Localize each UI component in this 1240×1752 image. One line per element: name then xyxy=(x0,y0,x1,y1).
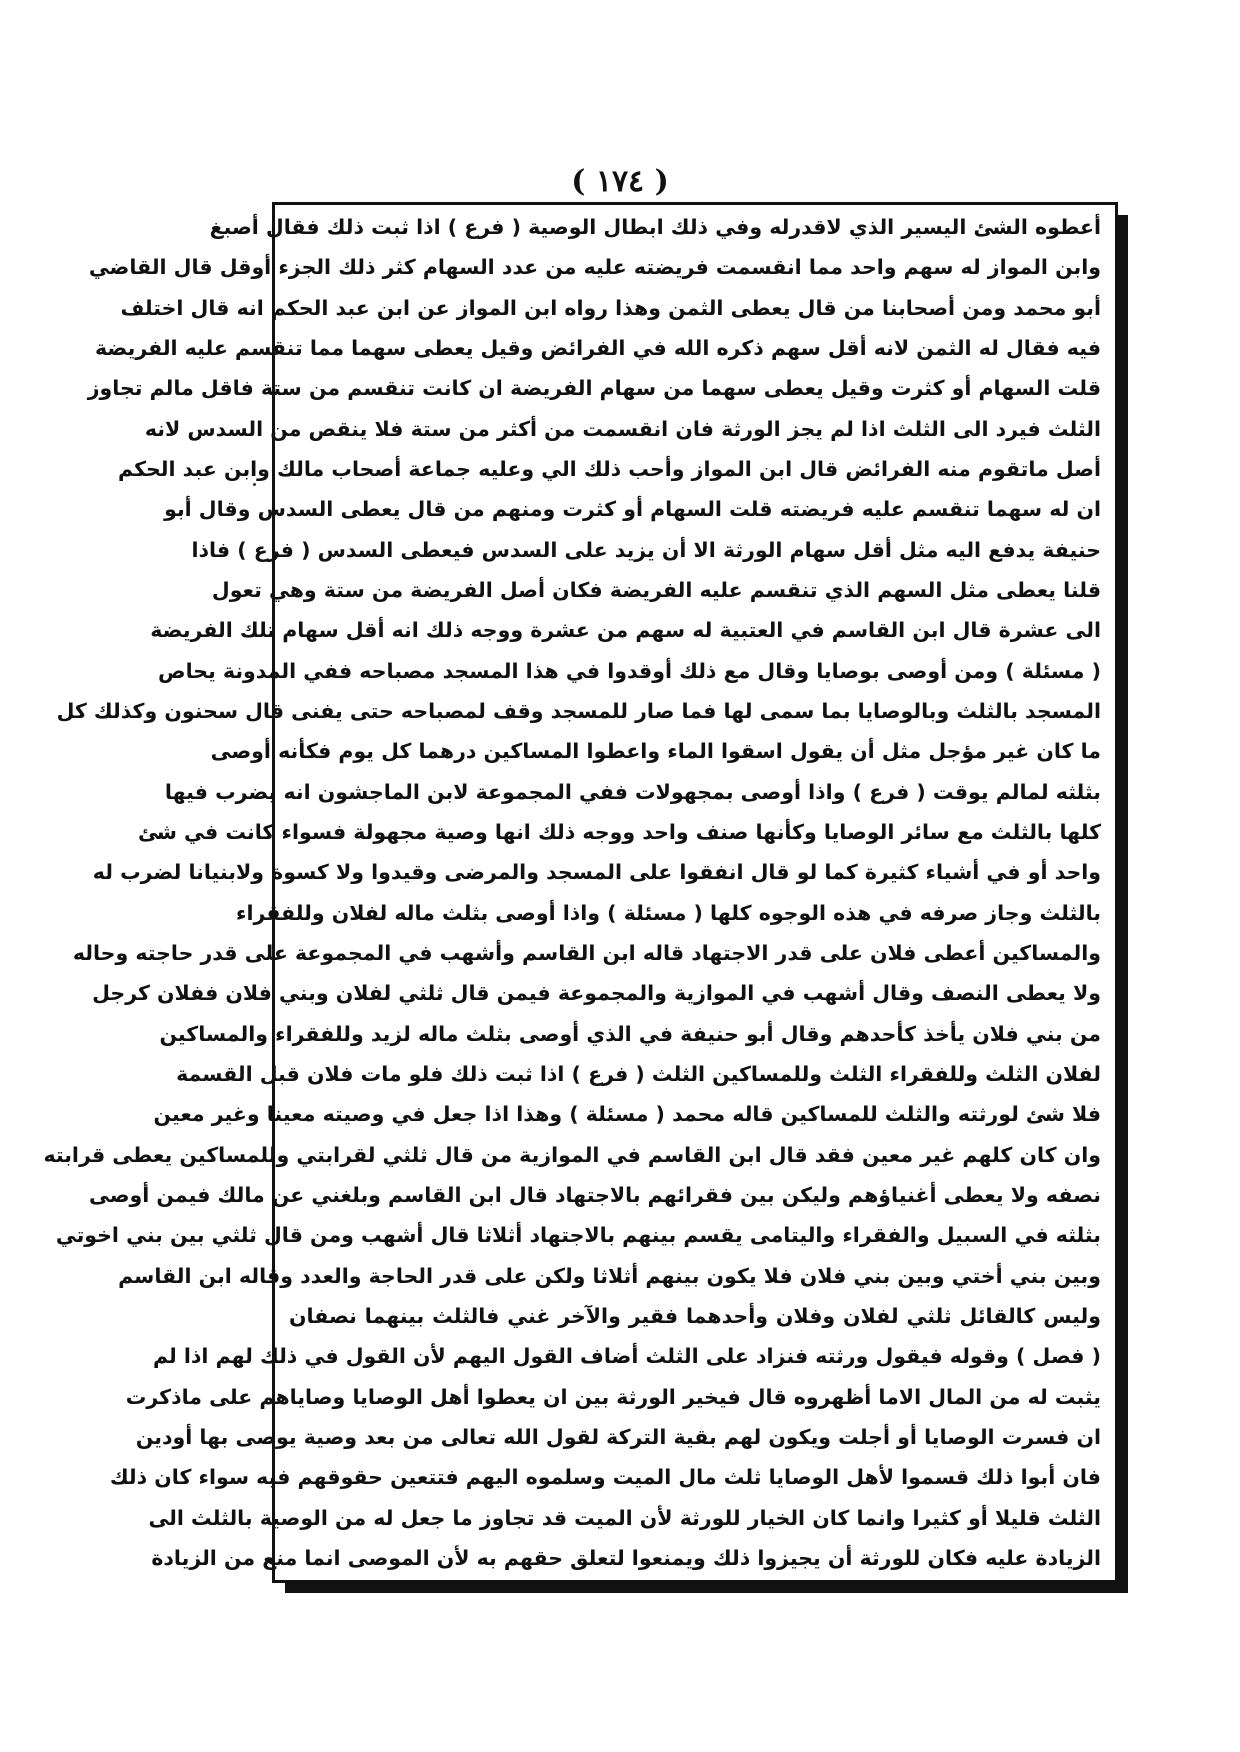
text-line: بثلثه لمالم يوقت ( فرع ) واذا أوصى بمجهولات ففي المجموعة لابن الماجشون انه يضرب فيها xyxy=(164,779,1101,804)
text-line: بثلثه في السبيل والفقراء واليتامى يقسم بينهم بالاجتهاد أثلاثا قال أشهب ومن قال ثلثي بين بني اخوتي xyxy=(55,1223,1101,1248)
text-line: وبين بني أختي وبين بني فلان فلا يكون بينهم أثلاثا ولكن على قدر الحاجة والعدد وقاله ابن القاسم xyxy=(118,1263,1101,1288)
text-line: فان أبوا ذلك قسموا لأهل الوصايا ثلث مال الميت وسلموه اليهم فتتعين حقوقهم فيه سواء كان ذلك xyxy=(109,1465,1101,1490)
text-line: وليس كالقائل ثلثي لفلان وفلان وأحدهما فقير والآخر غني فالثلث بينهما نصفان xyxy=(289,1303,1101,1328)
text-line: الى عشرة قال ابن القاسم في العتبية له سهم من عشرة ووجه ذلك انه أقل سهام تلك الفريضة xyxy=(150,618,1101,643)
text-line: واحد أو في أشياء كثيرة كما لو قال انفقوا على المسجد والمرضى وقيدوا ولا كسوة ولابنيانا لضرب له xyxy=(92,860,1101,885)
text-line: نصفه ولا يعطى أغنياؤهم وليكن بين فقرائهم بالاجتهاد قال ابن القاسم وبلغني عن مالك فيمن أوصى xyxy=(88,1182,1101,1207)
text-line: أعطوه الشئ اليسير الذي لاقدرله وفي ذلك ابطال الوصية ( فرع ) اذا ثبت ذلك فقال أصبغ xyxy=(209,215,1101,239)
text-frame xyxy=(43,202,1118,1583)
text-line: كلها بالثلث مع سائر الوصايا وكأنها صنف واحد ووجه ذلك انها وصية مجهولة فسواء كانت في شئ xyxy=(137,819,1101,844)
text-line: قلنا يعطى مثل السهم الذي تنقسم عليه الفريضة فكان أصل الفريضة من ستة وهي تعول xyxy=(211,577,1101,602)
text-line: ما كان غير مؤجل مثل أن يقول اسقوا الماء واعطوا المساكين درهما كل يوم فكأنه أوصى xyxy=(210,739,1101,764)
page-number: ( ١٧٤ ) xyxy=(571,164,669,199)
text-line: فيه فقال له الثمن لانه أقل سهم ذكره الله في الفرائض وقيل يعطى سهما مما تنقسم عليه الفريضة xyxy=(94,335,1101,360)
text-line: بالثلث وجاز صرفه في هذه الوجوه كلها ( مسئلة ) واذا أوصى بثلث ماله لفلان وللفقراء xyxy=(235,900,1101,925)
text-line: وان كان كلهم غير معين فقد قال ابن القاسم في الموازية من قال ثلثي لقرابتي وللمساكين يعطى قرابته xyxy=(43,1142,1101,1167)
text-line: يثبت له من المال الاما أظهروه قال فيخير الورثة بين ان يعطوا أهل الوصايا وصاياهم على ماذكرت xyxy=(125,1384,1101,1409)
text-line: أبو محمد ومن أصحابنا من قال يعطى الثمن وهذا رواه ابن المواز عن ابن عبد الحكم انه قال اختلف xyxy=(120,295,1101,320)
text-line: من بني فلان يأخذ كأحدهم وقال أبو حنيفة في الذي أوصى بثلث ماله لزيد وللفقراء والمساكين xyxy=(159,1021,1101,1046)
text-line: وابن المواز له سهم واحد مما انقسمت فريضته عليه من عدد السهام كثر ذلك الجزء أوقل قال القاضي xyxy=(88,255,1101,280)
text-line: الزيادة عليه فكان للورثة أن يجيزوا ذلك ويمنعوا لتعلق حقهم به لأن الموصى انما منع من الزيادة xyxy=(151,1545,1101,1570)
text-line: ان له سهما تنقسم عليه فريضته قلت السهام أو كثرت ومنهم من قال يعطى السدس وقال أبو xyxy=(164,497,1101,522)
text-line: والمساكين أعطى فلان على قدر الاجتهاد قاله ابن القاسم وأشهب في المجموعة على قدر حاجته وحاله xyxy=(72,940,1101,965)
text-line: حنيفة يدفع اليه مثل أقل سهام الورثة الا أن يزيد على السدس فيعطى السدس ( فرع ) فاذا xyxy=(191,537,1101,562)
text-line: قلت السهام أو كثرت وقيل يعطى سهما من سهام الفريضة ان كانت تنقسم من ستة فاقل مالم تجاوز xyxy=(87,376,1101,401)
text-line: ولا يعطى النصف وقال أشهب في الموازية والمجموعة فيمن قال ثلثي لفلان وبني فلان ففلان كرجل xyxy=(92,981,1101,1006)
text-line: أصل ماتقوم منه الفرائض قال ابن المواز وأحب ذلك الي وعليه جماعة أصحاب مالك وابن عبد الحكم xyxy=(118,456,1101,481)
text-line: ( مسئلة ) ومن أوصى بوصايا وقال مع ذلك أوقدوا في هذا المسجد مصباحه ففي المدونة يحاص xyxy=(158,658,1101,683)
text-body xyxy=(43,211,1101,1574)
text-line: المسجد بالثلث وبالوصايا بما سمى لها فما صار للمسجد وقف لمصباحه حتى يفنى قال سحنون وكذلك كل xyxy=(56,698,1101,723)
text-line: ان فسرت الوصايا أو أجلت ويكون لهم بقية التركة لقول الله تعالى من بعد وصية يوصى بها أودين xyxy=(135,1424,1101,1449)
text-line: فلا شئ لورثته والثلث للمساكين قاله محمد ( مسئلة ) وهذا اذا جعل في وصيته معينا وغير معين xyxy=(153,1102,1101,1127)
text-line: الثلث فيرد الى الثلث اذا لم يجز الورثة فان انقسمت من أكثر من ستة فلا ينقص من السدس لانه xyxy=(144,416,1101,441)
text-line: ( فصل ) وقوله فيقول ورثته فنزاد على الثلث أضاف القول اليهم لأن القول في ذلك لهم اذا لم xyxy=(152,1344,1101,1369)
text-line: الثلث قليلا أو كثيرا وانما كان الخيار للورثة لأن الميت قد تجاوز ما جعل له من الوصية بالثلث الى xyxy=(148,1505,1101,1530)
text-line: لفلان الثلث وللفقراء الثلث وللمساكين الثلث ( فرع ) اذا ثبت ذلك فلو مات فلان قبل القسمة xyxy=(176,1061,1101,1086)
